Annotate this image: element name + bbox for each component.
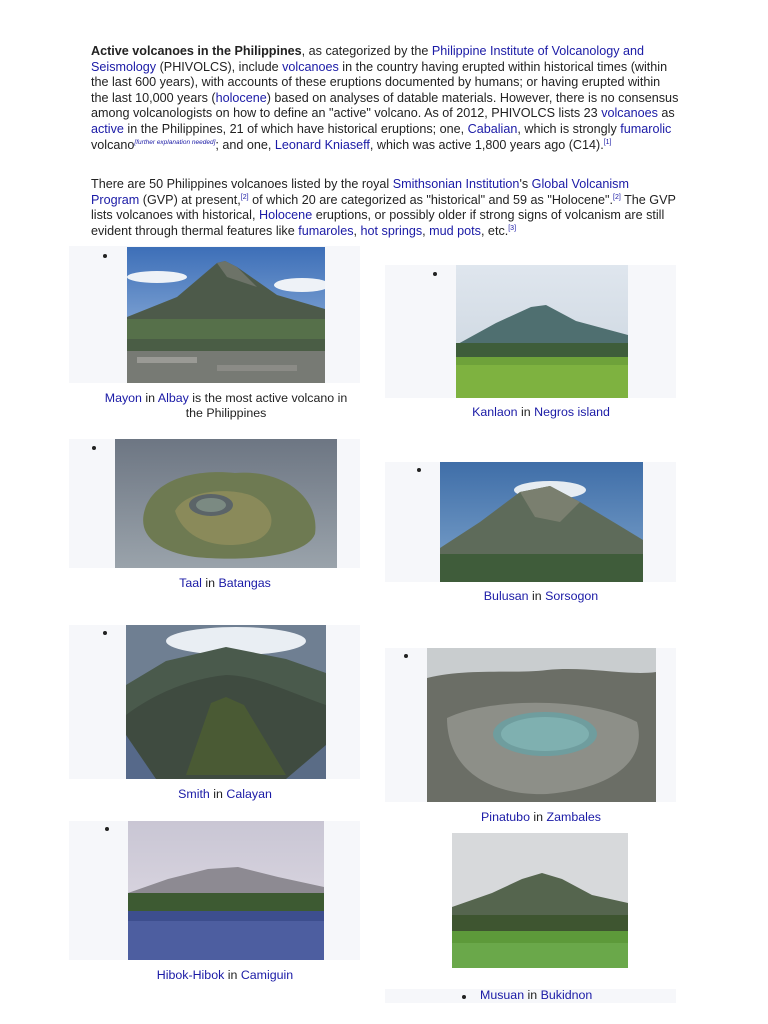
list-bullet [103,254,107,258]
text: , [353,223,361,238]
text: ; and one, [215,137,275,152]
link-zambales[interactable]: Zambales [546,810,601,824]
caption-taal [69,576,381,591]
link-negros-island[interactable]: Negros island [534,405,610,419]
link-smithsonian[interactable]: Smithsonian Institution [392,177,520,191]
text: (GVP) at present, [139,192,241,207]
reference-2[interactable]: [2] [240,193,249,201]
text: in [205,576,216,590]
text: in [527,988,538,1002]
link-batangas[interactable]: Batangas [218,576,271,590]
text: , [422,223,430,238]
caption-mayon [97,391,355,421]
text: There are 50 Philippines volcanoes listed by the royal [91,177,393,191]
text: , as categorized by the [301,44,432,58]
article-title-bold: Active volcanoes in the Philippines [91,44,302,58]
list-bullet [404,654,408,658]
link-kanlaon[interactable]: Kanlaon [472,405,518,419]
caption-pinatubo [385,810,697,825]
list-bullet [103,631,107,635]
link-smith[interactable]: Smith [178,787,210,801]
text: is the most active volcano in the Philippines [185,391,348,420]
taal-photo[interactable] [115,439,337,568]
link-musuan[interactable]: Musuan [480,988,525,1002]
bulusan-photo[interactable] [440,462,643,582]
link-camiguin[interactable]: Camiguin [240,968,294,982]
link-active[interactable]: active [91,121,124,136]
link-albay[interactable]: Albay [157,391,189,405]
text: 's [519,177,532,191]
text: as [657,106,675,121]
link-bukidnon[interactable]: Bukidnon [540,988,593,1002]
link-holocene-2[interactable]: Holocene [258,208,313,223]
smith-photo[interactable] [126,625,326,779]
reference-2b[interactable]: [2] [613,193,621,201]
link-sorsogon[interactable]: Sorsogon [545,589,599,603]
link-mayon[interactable]: Mayon [104,391,142,405]
link-fumarolic[interactable]: fumarolic [620,121,672,136]
link-volcanoes-2[interactable]: volcanoes [601,106,658,121]
text: in the country having erupted within historical times (within the last 600 years), with accounts of these eruptions documented by humans; or having erupted within the last 10,000 years ( [91,59,668,105]
text: eruptions, or possibly older if strong signs of volcanism are still evident through thermal features like [91,208,665,238]
pinatubo-photo[interactable] [427,648,656,802]
link-volcanoes[interactable]: volcanoes [282,59,339,74]
text: volcano [91,137,135,152]
caption-musuan [480,988,605,1003]
caption-kanlaon [385,405,697,420]
caption-smith [69,787,381,802]
text: in [227,968,238,982]
text: in [521,405,531,419]
text: in [213,787,223,801]
link-holocene[interactable]: holocene [215,90,267,105]
kanlaon-photo[interactable] [456,265,628,398]
list-bullet [92,446,96,450]
list-bullet [105,827,109,831]
musuan-photo[interactable] [452,833,628,968]
text: , which is strongly [517,121,621,136]
intro-paragraph-2 [91,177,679,239]
link-hot-springs[interactable]: hot springs [360,223,423,238]
text: in [532,589,542,603]
caption-hibok-hibok [69,968,381,983]
list-bullet [433,272,437,276]
link-calayan[interactable]: Calayan [226,787,272,801]
list-bullet [462,995,466,999]
reference-1[interactable]: [1] [603,138,612,146]
link-global-volcanism-program[interactable]: Global Volcanism Program [91,177,629,207]
text: in the Philippines, 21 of which have historical eruptions; one, [123,121,468,136]
link-cabalian[interactable]: Cabalian [467,121,518,136]
hibok-hibok-photo[interactable] [128,821,324,960]
link-taal[interactable]: Taal [179,576,202,590]
text: ) based on analyses of datable materials. However, there is no consensus among volcanologists on how to define an "active" volcano. As of 2012, PHIVOLCS lists 23 [91,90,679,121]
explanation-needed-note[interactable]: [further explanation needed] [134,138,216,146]
link-leonard-kniaseff[interactable]: Leonard Kniaseff [274,137,370,152]
text: of which 20 are categorized as "historical" and 59 as "Holocene". [248,192,614,207]
link-phivolcs[interactable]: Philippine Institute of Volcanology and Seismology [91,44,645,74]
text: , which was active 1,800 years ago (C14). [369,137,604,152]
link-bulusan[interactable]: Bulusan [483,589,529,603]
link-mud-pots[interactable]: mud pots [429,223,481,238]
reference-3[interactable]: [3] [508,224,517,232]
text: The GVP lists volcanoes with historical, [91,192,676,223]
caption-bulusan [385,589,697,604]
text: (PHIVOLCS), include [156,59,283,74]
list-bullet [417,468,421,472]
intro-paragraph-1 [91,44,679,153]
link-pinatubo[interactable]: Pinatubo [481,810,530,824]
link-fumaroles[interactable]: fumaroles [298,223,354,238]
text: in [533,810,544,824]
text: , etc. [480,223,509,238]
link-hibok-hibok[interactable]: Hibok-Hibok [156,968,225,982]
mayon-photo[interactable] [127,247,325,383]
text: in [145,391,156,405]
